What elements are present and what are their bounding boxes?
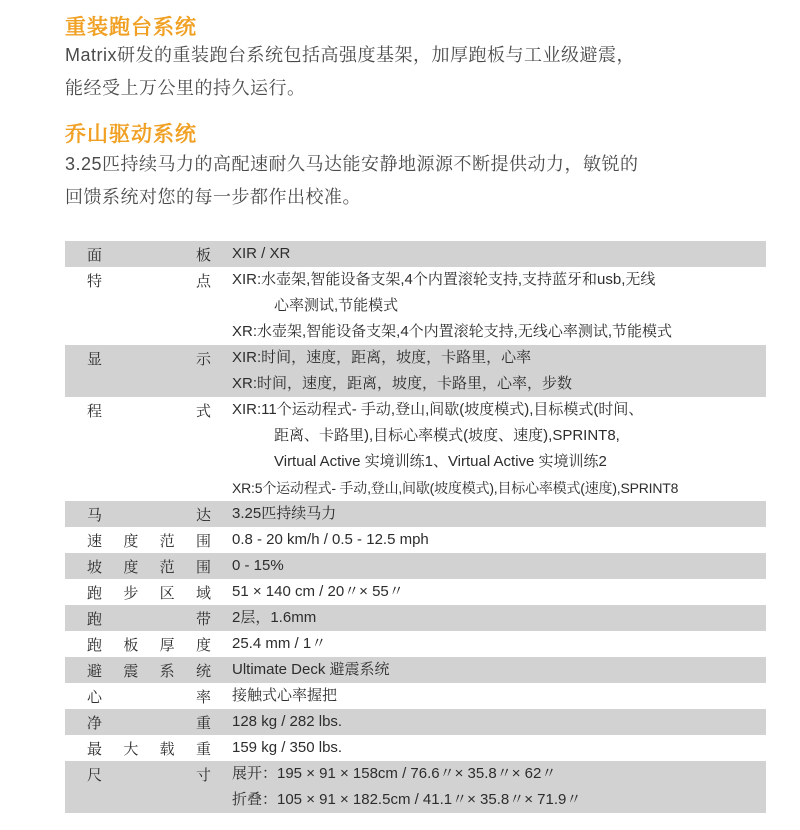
spec-label: 跑 板 厚 度 [87, 636, 211, 654]
spec-row [65, 527, 766, 553]
spec-values [232, 657, 766, 683]
spec-value-line: 接触式心率握把 [232, 687, 338, 704]
spec-value-line: 折叠：105 × 91 × 182.5cm / 41.1〃× 35.8〃× 71.9〃 [232, 791, 582, 808]
spec-value-line: 159 kg / 350 lbs. [232, 739, 343, 756]
spec-label: 尺 寸 [87, 766, 211, 784]
spec-row [65, 241, 766, 267]
spec-values [232, 345, 766, 397]
spec-value-line: 0 - 15% [232, 557, 284, 574]
section-text-line: 能经受上万公里的持久运行。 [65, 78, 306, 98]
spec-row [65, 501, 766, 527]
section-title-drive-system: 乔山驱动系统 [65, 123, 197, 146]
spec-row [65, 267, 766, 345]
spec-values [232, 683, 766, 709]
spec-value-line: 25.4 mm / 1〃 [232, 635, 327, 652]
spec-values [232, 553, 766, 579]
spec-values [232, 267, 766, 345]
spec-label: 心 率 [87, 688, 211, 706]
section-text-line: 3.25匹持续马力的高配速耐久马达能安静地源源不断提供动力，敏锐的 [65, 154, 639, 174]
spec-values [232, 527, 766, 553]
spec-value-line: 51 × 140 cm / 20〃× 55〃 [232, 583, 404, 600]
spec-values [232, 579, 766, 605]
spec-label: 特 点 [87, 272, 211, 290]
spec-values [232, 735, 766, 761]
spec-values [232, 397, 766, 501]
spec-values [232, 241, 766, 267]
spec-value-line: XIR:水壶架,智能设备支架,4个内置滚轮支持,支持蓝牙和usb,无线 [232, 271, 656, 288]
spec-value-line: XR:时间，速度，距离，坡度，卡路里，心率，步数 [232, 375, 573, 392]
spec-value-line: XR:5个运动程式- 手动,登山,间歇(坡度模式),目标心率模式(速度),SPRINT8 [232, 480, 679, 496]
spec-label: 最 大 载 重 [87, 740, 211, 758]
section-title-heavy-duty-deck: 重装跑台系统 [65, 16, 197, 39]
spec-label: 跑 带 [87, 610, 211, 628]
spec-label: 马 达 [87, 506, 211, 524]
spec-row [65, 709, 766, 735]
spec-values [232, 631, 766, 657]
spec-row [65, 631, 766, 657]
spec-value-line: Ultimate Deck 避震系统 [232, 661, 390, 678]
spec-values [232, 501, 766, 527]
spec-value-line: XIR:时间，速度，距离，坡度，卡路里，心率 [232, 349, 532, 366]
spec-label: 跑 步 区 域 [87, 584, 211, 602]
spec-value-line: 0.8 - 20 km/h / 0.5 - 12.5 mph [232, 531, 429, 548]
spec-label: 程 式 [87, 402, 211, 420]
spec-row [65, 605, 766, 631]
section-text-line: Matrix研发的重装跑台系统包括高强度基架，加厚跑板与工业级避震， [65, 45, 635, 65]
spec-value-line: 距离、卡路里),目标心率模式(坡度、速度),SPRINT8, [274, 427, 620, 444]
spec-row [65, 735, 766, 761]
spec-label: 坡 度 范 围 [87, 558, 211, 576]
spec-value-line: 展开：195 × 91 × 158cm / 76.6〃× 35.8〃× 62〃 [232, 765, 557, 782]
spec-label: 避 震 系 统 [87, 662, 211, 680]
spec-values [232, 605, 766, 631]
spec-row [65, 397, 766, 501]
spec-label: 速 度 范 围 [87, 532, 211, 550]
spec-label: 净 重 [87, 714, 211, 732]
spec-row [65, 579, 766, 605]
spec-row [65, 761, 766, 813]
spec-value-line: XR:水壶架,智能设备支架,4个内置滚轮支持,无线心率测试,节能模式 [232, 323, 673, 340]
spec-row [65, 345, 766, 397]
section-text-line: 回馈系统对您的每一步都作出校准。 [65, 187, 361, 207]
spec-row [65, 683, 766, 709]
spec-values [232, 761, 766, 813]
spec-value-line: 心率测试,节能模式 [274, 297, 399, 314]
spec-row [65, 657, 766, 683]
spec-value-line: XIR / XR [232, 245, 291, 262]
spec-label: 面 板 [87, 246, 211, 264]
spec-value-line: XIR:11个运动程式- 手动,登山,间歇(坡度模式),目标模式(时间、 [232, 401, 644, 418]
spec-values [232, 709, 766, 735]
spec-row [65, 553, 766, 579]
spec-value-line: Virtual Active 实境训练1、Virtual Active 实境训练2 [274, 453, 607, 470]
spec-table [65, 241, 766, 813]
spec-value-line: 3.25匹持续马力 [232, 505, 337, 522]
spec-label: 显 示 [87, 350, 211, 368]
spec-value-line: 2层，1.6mm [232, 609, 317, 626]
spec-value-line: 128 kg / 282 lbs. [232, 713, 343, 730]
